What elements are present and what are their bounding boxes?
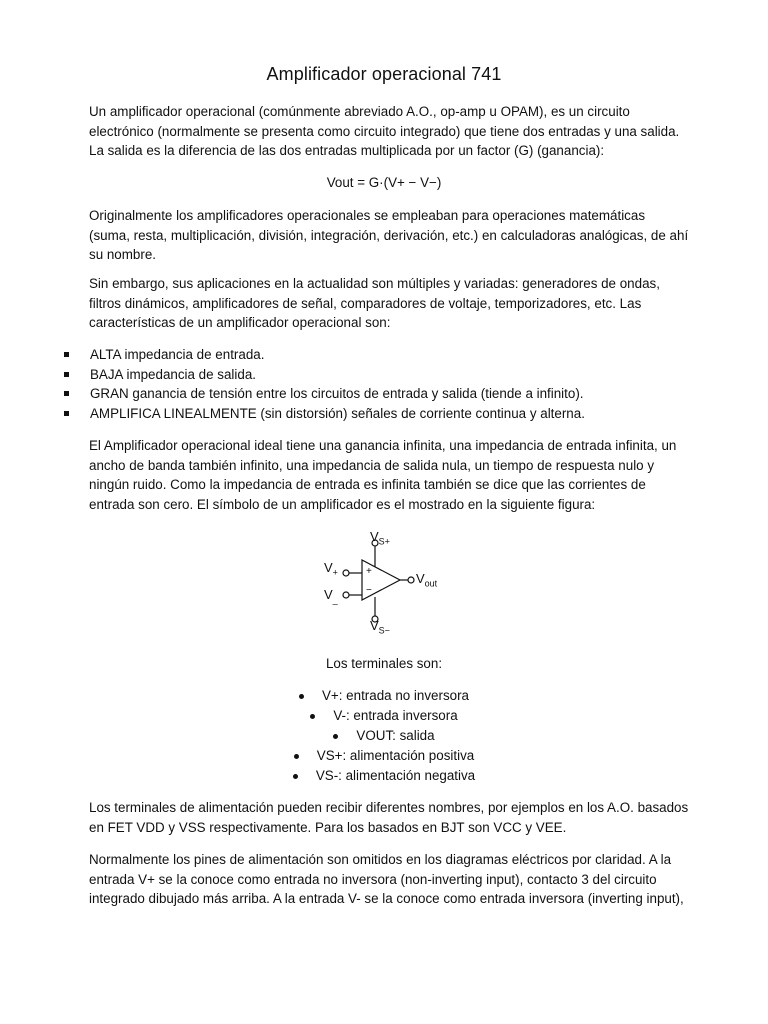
opamp-symbol-figure: [318, 530, 458, 640]
bullet-square-icon: [64, 372, 69, 377]
bullet-dot-icon: [333, 734, 338, 739]
v-plus-label: $V_+$: [324, 560, 338, 578]
bullet-dot-icon: [294, 754, 299, 759]
vs-plus-label: $V_{S+}$: [370, 529, 390, 547]
list-item: ALTA impedancia de entrada.: [62, 345, 585, 365]
list-item: VS-: alimentación negativa: [0, 766, 768, 786]
history-paragraph: Originalmente los amplificadores operacionales se empleaban para operaciones matemáticas (suma, resta, multiplicación, división, integración, derivación, etc.) en calculadoras analógicas, de ahí su nombre.: [89, 208, 689, 263]
inputs-paragraph: Normalmente los pines de alimentación son omitidos en los diagramas eléctricos por claridad. A la entrada V+ se la conoce como entrada no inversora (non-inverting input), contacto 3 del circuito integrado dibujado más arriba. A la entrada V- se la conoce como entrada inversora (inverting input),: [89, 852, 684, 907]
vs-minus-label: $V_{S-}$: [370, 618, 390, 636]
terminals-heading: Los terminales son:: [325, 656, 443, 671]
plus-sign-label: +: [366, 566, 372, 577]
ideal-opamp-paragraph: El Amplificador operacional ideal tiene una ganancia infinita, una impedancia de entrada infinita, un ancho de banda también infinito, una impedancia de salida nula, un tiempo de respuesta nulo y ningún ruido. Como la impedancia de entrada es infinita también se dice que las corrientes de entrada son cero. El símbolo de un amplificador es el mostrado en la siguiente figura:: [89, 438, 677, 512]
list-item: BAJA impedancia de salida.: [62, 365, 585, 385]
bullet-square-icon: [64, 411, 69, 416]
bullet-square-icon: [64, 352, 69, 357]
characteristics-list: [62, 345, 585, 423]
v-minus-label: $V_{\_}$: [324, 587, 338, 605]
vout-label: $V_{out}$: [416, 571, 438, 589]
intro-paragraph: Un amplificador operacional (comúnmente abreviado A.O., op-amp u OPAM), es un circuito electrónico (normalmente se presenta como circuito integrado) que tiene dos entradas y una salida. La salida es la diferencia de las dos entradas multiplicada por un factor (G) (ganancia):: [89, 104, 680, 159]
list-item: AMPLIFICA LINEALMENTE (sin distorsión) señales de corriente continua y alterna.: [62, 404, 585, 424]
power-terminals-paragraph: Los terminales de alimentación pueden recibir diferentes nombres, por ejemplos en los A.O. basados en FET VDD y VSS respectivamente. Para los basados en BJT son VCC y VEE.: [89, 800, 689, 835]
page-title: Amplificador operacional 741: [266, 64, 502, 84]
list-item: VS+: alimentación positiva: [0, 746, 768, 766]
list-item: V+: entrada no inversora: [0, 686, 768, 706]
list-item: GRAN ganancia de tensión entre los circuitos de entrada y salida (tiende a infinito).: [62, 384, 585, 404]
gain-formula: Vout = G·(V+ − V−): [326, 175, 442, 190]
bullet-dot-icon: [299, 694, 304, 699]
bullet-dot-icon: [310, 714, 315, 719]
bullet-dot-icon: [293, 774, 298, 779]
bullet-square-icon: [64, 391, 69, 396]
minus-sign-label: −: [366, 585, 372, 596]
list-item: V-: entrada inversora: [0, 706, 768, 726]
list-item: VOUT: salida: [0, 726, 768, 746]
terminals-list: [0, 686, 768, 786]
applications-paragraph: Sin embargo, sus aplicaciones en la actualidad son múltiples y variadas: generadores de ondas, filtros dinámicos, amplificadores de señal, comparadores de voltaje, temporizadores, etc. Las características de un amplificador operacional son:: [89, 276, 660, 331]
